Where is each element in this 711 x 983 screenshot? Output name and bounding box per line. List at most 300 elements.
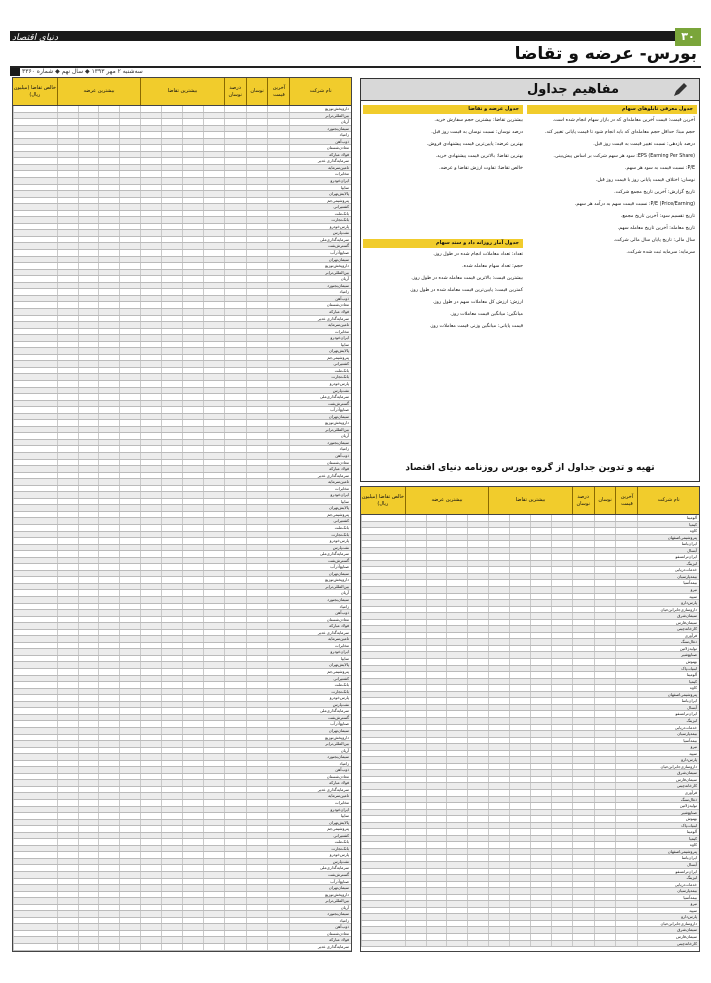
value-cell (98, 865, 119, 871)
company-cell: ایران‌خودرو (289, 335, 351, 341)
value-cell (98, 158, 119, 164)
value-cell (57, 230, 78, 236)
value-cell (140, 767, 161, 773)
value-cell (182, 211, 203, 217)
value-cell (246, 735, 268, 741)
value-cell (530, 823, 551, 829)
value-cell (78, 270, 99, 276)
value-cell (13, 590, 57, 596)
company-cell: ذوب‌آهن (289, 296, 351, 302)
value-cell (119, 532, 140, 538)
value-cell (78, 807, 99, 813)
value-cell (203, 342, 224, 348)
value-cell (361, 541, 405, 547)
value-cell (182, 669, 203, 675)
value-cell (57, 590, 78, 596)
value-cell (467, 888, 488, 894)
value-cell (224, 656, 246, 662)
value-cell (488, 790, 509, 796)
value-cell (361, 646, 405, 652)
value-cell (13, 113, 57, 119)
value-cell (119, 937, 140, 943)
col-change-percent: درصد نوسان (224, 78, 246, 105)
value-cell (203, 505, 224, 511)
value-cell (224, 119, 246, 125)
company-cell: گسترش‌نفت (289, 243, 351, 249)
value-cell (119, 198, 140, 204)
value-cell (551, 607, 572, 613)
value-cell (267, 499, 289, 505)
value-cell (78, 224, 99, 230)
value-cell (13, 532, 57, 538)
value-cell (405, 567, 426, 573)
value-cell (203, 643, 224, 649)
value-cell (615, 829, 637, 835)
value-cell (267, 230, 289, 236)
value-cell (246, 937, 268, 943)
value-cell (530, 679, 551, 685)
value-cell (361, 600, 405, 606)
company-cell: بانک‌تجارت (289, 689, 351, 695)
value-cell (119, 846, 140, 852)
value-cell (161, 440, 182, 446)
value-cell (140, 787, 161, 793)
value-cell (530, 783, 551, 789)
value-cell (78, 440, 99, 446)
value-cell (161, 898, 182, 904)
value-cell (57, 302, 78, 308)
value-cell (13, 604, 57, 610)
value-cell (161, 119, 182, 125)
value-cell (140, 283, 161, 289)
value-cell (57, 204, 78, 210)
value-cell (98, 388, 119, 394)
value-cell (78, 839, 99, 845)
value-cell (594, 567, 616, 573)
value-cell (615, 757, 637, 763)
company-cell: سرمایه‌گذاری غدیر (289, 630, 351, 636)
value-cell (361, 594, 405, 600)
value-cell (140, 708, 161, 714)
value-cell (57, 427, 78, 433)
value-cell (530, 764, 551, 770)
value-cell (426, 875, 447, 881)
company-cell: آریان (289, 119, 351, 125)
value-cell (78, 126, 99, 132)
value-cell (13, 453, 57, 459)
value-cell (446, 633, 467, 639)
value-cell (530, 705, 551, 711)
company-cell: تامین‌سرمایه (289, 636, 351, 642)
value-cell (140, 937, 161, 943)
value-cell (13, 257, 57, 263)
value-cell (246, 440, 268, 446)
value-cell (182, 283, 203, 289)
value-cell (551, 908, 572, 914)
value-cell (98, 433, 119, 439)
value-cell (594, 528, 616, 534)
value-cell (98, 171, 119, 177)
value-cell (13, 388, 57, 394)
value-cell (551, 934, 572, 940)
value-cell (361, 836, 405, 842)
value-cell (405, 770, 426, 776)
value-cell (267, 145, 289, 151)
value-cell (98, 656, 119, 662)
value-cell (78, 689, 99, 695)
value-cell (182, 263, 203, 269)
value-cell (594, 783, 616, 789)
value-cell (140, 846, 161, 852)
value-cell (246, 492, 268, 498)
value-cell (161, 348, 182, 354)
value-cell (13, 813, 57, 819)
value-cell (361, 790, 405, 796)
value-cell (140, 217, 161, 223)
company-cell: معادن‌شستان (289, 617, 351, 623)
value-cell (572, 561, 594, 567)
value-cell (572, 626, 594, 632)
value-cell (446, 901, 467, 907)
value-cell (530, 731, 551, 737)
value-cell (267, 708, 289, 714)
value-cell (405, 895, 426, 901)
value-cell (98, 283, 119, 289)
value-cell (267, 911, 289, 917)
value-cell (405, 816, 426, 822)
page-title: بورس- عرضه و تقاضا (514, 44, 697, 64)
value-cell (361, 685, 405, 691)
value-cell (446, 567, 467, 573)
concepts-box (360, 78, 700, 482)
value-cell (98, 800, 119, 806)
value-cell (572, 659, 594, 665)
value-cell (182, 473, 203, 479)
value-cell (488, 692, 509, 698)
value-cell (161, 937, 182, 943)
value-cell (467, 842, 488, 848)
value-cell (246, 518, 268, 524)
value-cell (13, 132, 57, 138)
value-cell (182, 558, 203, 564)
value-cell (509, 744, 530, 750)
value-cell (551, 522, 572, 528)
value-cell (203, 590, 224, 596)
value-cell (509, 633, 530, 639)
value-cell (13, 571, 57, 577)
value-cell (572, 783, 594, 789)
value-cell (203, 211, 224, 217)
value-cell (119, 931, 140, 937)
value-cell (446, 587, 467, 593)
value-cell (57, 708, 78, 714)
value-cell (267, 937, 289, 943)
value-cell (615, 594, 637, 600)
value-cell (182, 257, 203, 263)
value-cell (224, 512, 246, 518)
company-cell: پارس‌دارو (637, 600, 699, 606)
value-cell (161, 767, 182, 773)
value-cell (182, 689, 203, 695)
value-cell (488, 783, 509, 789)
value-cell (405, 783, 426, 789)
value-cell (57, 276, 78, 282)
company-cell: فولاد مبارکه (289, 466, 351, 472)
value-cell (161, 662, 182, 668)
value-cell (78, 211, 99, 217)
value-cell (361, 764, 405, 770)
definition-item: درصد نوسان: نسبت نوسان به قیمت روز قبل. (431, 130, 523, 135)
value-cell (78, 302, 99, 308)
value-cell (509, 620, 530, 626)
value-cell (119, 865, 140, 871)
value-cell (530, 515, 551, 521)
company-cell: ذوب‌آهن (289, 610, 351, 616)
value-cell (405, 921, 426, 927)
value-cell (572, 679, 594, 685)
value-cell (203, 833, 224, 839)
table-body (13, 106, 351, 951)
value-cell (182, 780, 203, 786)
value-cell (405, 810, 426, 816)
value-cell (161, 289, 182, 295)
value-cell (267, 276, 289, 282)
value-cell (140, 139, 161, 145)
value-cell (119, 433, 140, 439)
value-cell (203, 532, 224, 538)
value-cell (98, 846, 119, 852)
value-cell (246, 820, 268, 826)
value-cell (488, 921, 509, 927)
company-cell: آلومینا (637, 672, 699, 678)
value-cell (426, 639, 447, 645)
value-cell (203, 545, 224, 551)
value-cell (13, 793, 57, 799)
value-cell (224, 545, 246, 551)
value-cell (13, 302, 57, 308)
value-cell (13, 800, 57, 806)
value-cell (203, 145, 224, 151)
value-cell (161, 427, 182, 433)
value-cell (203, 106, 224, 112)
value-cell (488, 842, 509, 848)
value-cell (551, 797, 572, 803)
value-cell (530, 548, 551, 554)
value-cell (119, 139, 140, 145)
value-cell (203, 793, 224, 799)
value-cell (78, 859, 99, 865)
value-cell (13, 754, 57, 760)
value-cell (361, 803, 405, 809)
value-cell (98, 826, 119, 832)
value-cell (594, 626, 616, 632)
value-cell (182, 702, 203, 708)
value-cell (509, 535, 530, 541)
value-cell (98, 211, 119, 217)
value-cell (267, 551, 289, 557)
value-cell (13, 735, 57, 741)
value-cell (119, 420, 140, 426)
value-cell (203, 492, 224, 498)
value-cell (140, 826, 161, 832)
value-cell (509, 600, 530, 606)
value-cell (161, 237, 182, 243)
value-cell (13, 492, 57, 498)
company-cell: پالایش‌تهران (289, 820, 351, 826)
value-cell (267, 152, 289, 158)
value-cell (203, 335, 224, 341)
company-cell: سرمایه‌گذاری‌ملی (289, 551, 351, 557)
value-cell (572, 849, 594, 855)
value-cell (140, 918, 161, 924)
value-cell (267, 106, 289, 112)
value-cell (161, 113, 182, 119)
company-cell: کارخانه‌چینی (637, 626, 699, 632)
value-cell (224, 695, 246, 701)
definition-item: (Earning Per Share) EPS: سود هر سهم شرکت بر اساس پیش‌بینی. (553, 154, 695, 159)
value-cell (509, 869, 530, 875)
value-cell (13, 518, 57, 524)
value-cell (57, 748, 78, 754)
value-cell (140, 230, 161, 236)
value-cell (224, 263, 246, 269)
value-cell (530, 600, 551, 606)
value-cell (161, 676, 182, 682)
company-cell: بیمه‌پارسیان (637, 888, 699, 894)
value-cell (594, 639, 616, 645)
value-cell (161, 224, 182, 230)
value-cell (246, 793, 268, 799)
value-cell (140, 466, 161, 472)
value-cell (140, 191, 161, 197)
value-cell (488, 941, 509, 947)
company-cell: سیمان‌بجنورد (289, 597, 351, 603)
value-cell (161, 715, 182, 721)
value-cell (426, 849, 447, 855)
value-cell (57, 152, 78, 158)
value-cell (267, 584, 289, 590)
company-cell: ذوب‌آهن (289, 924, 351, 930)
value-cell (594, 862, 616, 868)
value-cell (224, 401, 246, 407)
company-cell: بانک‌تجارت (289, 532, 351, 538)
company-cell: مخابرات (289, 329, 351, 335)
value-cell (467, 777, 488, 783)
value-cell (426, 535, 447, 541)
value-cell (78, 283, 99, 289)
value-cell (161, 263, 182, 269)
value-cell (78, 427, 99, 433)
value-cell (572, 869, 594, 875)
value-cell (182, 597, 203, 603)
value-cell (530, 895, 551, 901)
value-cell (78, 414, 99, 420)
value-cell (246, 728, 268, 734)
value-cell (78, 558, 99, 564)
value-cell (267, 355, 289, 361)
value-cell (246, 636, 268, 642)
value-cell (509, 580, 530, 586)
value-cell (446, 541, 467, 547)
value-cell (572, 921, 594, 927)
value-cell (57, 695, 78, 701)
value-cell (119, 898, 140, 904)
value-cell (615, 869, 637, 875)
daily-stats-table (360, 486, 700, 952)
value-cell (78, 610, 99, 616)
value-cell (57, 250, 78, 256)
value-cell (98, 558, 119, 564)
company-cell: پارس‌خودرو (289, 538, 351, 544)
value-cell (224, 702, 246, 708)
value-cell (161, 106, 182, 112)
value-cell (98, 152, 119, 158)
value-cell (203, 512, 224, 518)
value-cell (594, 659, 616, 665)
value-cell (161, 774, 182, 780)
value-cell (98, 420, 119, 426)
value-cell (182, 152, 203, 158)
value-cell (551, 803, 572, 809)
value-cell (572, 803, 594, 809)
value-cell (182, 571, 203, 577)
value-cell (161, 178, 182, 184)
value-cell (78, 852, 99, 858)
value-cell (246, 721, 268, 727)
value-cell (203, 610, 224, 616)
value-cell (13, 106, 57, 112)
value-cell (405, 646, 426, 652)
value-cell (246, 892, 268, 898)
value-cell (140, 682, 161, 688)
value-cell (446, 711, 467, 717)
value-cell (182, 610, 203, 616)
value-cell (615, 679, 637, 685)
value-cell (509, 934, 530, 940)
value-cell (78, 198, 99, 204)
value-cell (140, 865, 161, 871)
value-cell (361, 810, 405, 816)
value-cell (13, 401, 57, 407)
value-cell (446, 561, 467, 567)
value-cell (467, 600, 488, 606)
value-cell (509, 895, 530, 901)
value-cell (13, 610, 57, 616)
value-cell (509, 587, 530, 593)
value-cell (615, 639, 637, 645)
value-cell (467, 652, 488, 658)
value-cell (615, 855, 637, 861)
value-cell (488, 823, 509, 829)
value-cell (57, 538, 78, 544)
value-cell (13, 669, 57, 675)
company-cell: بین‌المللی‌ترابر (289, 113, 351, 119)
value-cell (78, 407, 99, 413)
value-cell (224, 309, 246, 315)
value-cell (530, 882, 551, 888)
value-cell (57, 826, 78, 832)
value-cell (446, 698, 467, 704)
definition-item: حجم مبنا: حداقل حجم معامله‌ای که باید انجام شود تا قیمت پایانی تغییر کند. (544, 130, 695, 135)
value-cell (78, 486, 99, 492)
value-cell (161, 643, 182, 649)
value-cell (488, 869, 509, 875)
value-cell (405, 797, 426, 803)
value-cell (203, 859, 224, 865)
value-cell (161, 492, 182, 498)
value-cell (405, 927, 426, 933)
value-cell (182, 335, 203, 341)
